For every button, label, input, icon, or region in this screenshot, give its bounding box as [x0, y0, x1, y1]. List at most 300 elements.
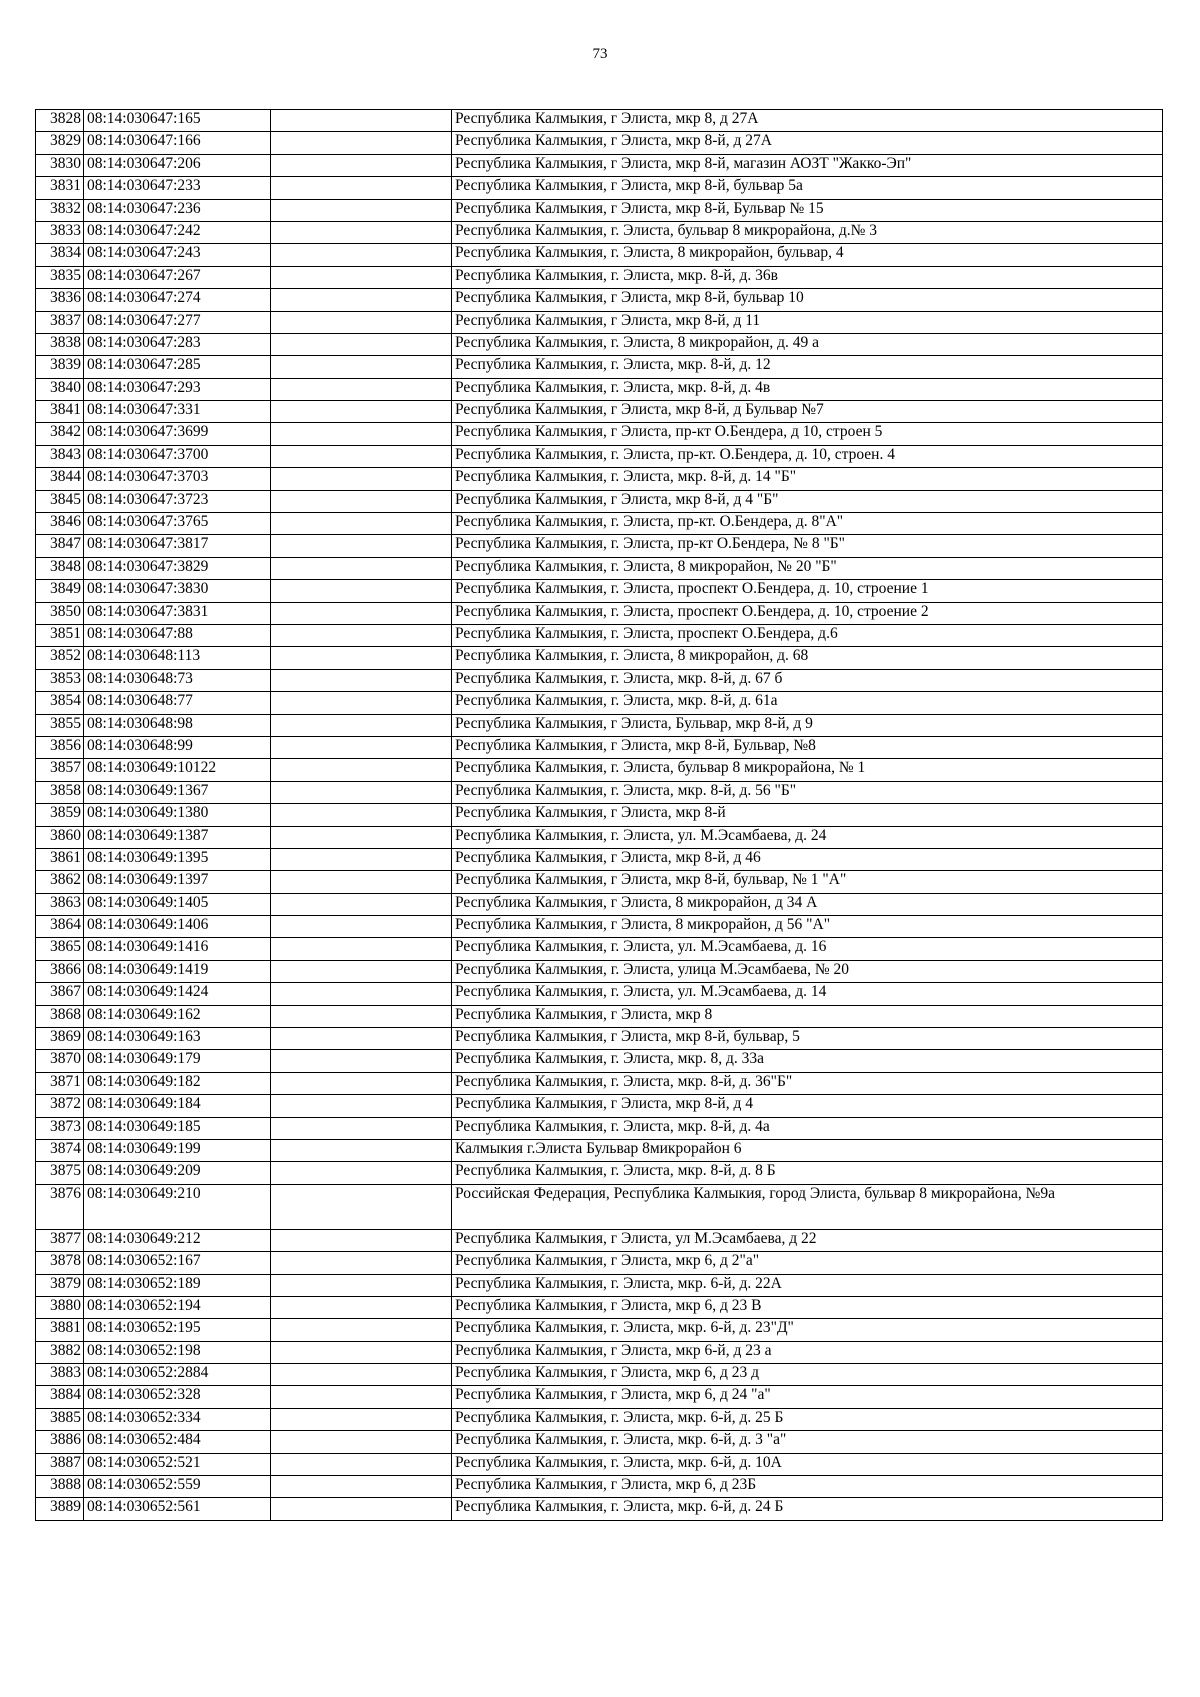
row-number-cell: 3853 — [36, 669, 84, 691]
address-cell: Республика Калмыкия, г. Элиста, мкр. 8-й, д. 67 б — [452, 669, 1163, 691]
address-cell: Республика Калмыкия, г. Элиста, бульвар 8 микрорайона, № 1 — [452, 759, 1163, 781]
cadastral-number-cell: 08:14:030649:1367 — [84, 781, 271, 803]
address-cell: Республика Калмыкия, г. Элиста, мкр. 6-й, д. 25 Б — [452, 1408, 1163, 1430]
empty-cell — [271, 177, 452, 199]
row-number-cell: 3848 — [36, 557, 84, 579]
table-row — [36, 1072, 1163, 1094]
address-cell: Республика Калмыкия, г Элиста, мкр 8 — [452, 1005, 1163, 1027]
row-number-cell: 3883 — [36, 1364, 84, 1386]
address-cell: Республика Калмыкия, г Элиста, мкр 8-й, бульвар 5а — [452, 177, 1163, 199]
row-number-cell: 3866 — [36, 960, 84, 982]
cadastral-number-cell: 08:14:030652:195 — [84, 1319, 271, 1341]
row-number-cell: 3864 — [36, 916, 84, 938]
empty-cell — [271, 289, 452, 311]
cadastral-number-cell: 08:14:030652:561 — [84, 1498, 271, 1520]
address-cell: Республика Калмыкия, г. Элиста, мкр. 8-й, д. 8 Б — [452, 1162, 1163, 1184]
table-row — [36, 1184, 1163, 1229]
empty-cell — [271, 333, 452, 355]
address-cell: Республика Калмыкия, г Элиста, пр-кт О.Бендера, д 10, строен 5 — [452, 423, 1163, 445]
cadastral-number-cell: 08:14:030649:199 — [84, 1139, 271, 1161]
empty-cell — [271, 1498, 452, 1520]
address-cell: Республика Калмыкия, г Элиста, мкр 8-й, Бульвар, №8 — [452, 736, 1163, 758]
row-number-cell: 3852 — [36, 647, 84, 669]
address-cell: Республика Калмыкия, г. Элиста, ул. М.Эсамбаева, д. 14 — [452, 983, 1163, 1005]
cadastral-number-cell: 08:14:030647:274 — [84, 289, 271, 311]
cadastral-number-cell: 08:14:030647:3700 — [84, 445, 271, 467]
cadastral-number-cell: 08:14:030647:3830 — [84, 580, 271, 602]
cadastral-number-cell: 08:14:030652:334 — [84, 1408, 271, 1430]
table-row — [36, 804, 1163, 826]
address-cell: Республика Калмыкия, г Элиста, 8 микрорайон, д 56 "А" — [452, 916, 1163, 938]
address-cell: Республика Калмыкия, г. Элиста, мкр. 8-й, д. 36"Б" — [452, 1072, 1163, 1094]
row-number-cell: 3831 — [36, 177, 84, 199]
cadastral-number-cell: 08:14:030649:182 — [84, 1072, 271, 1094]
table-row — [36, 736, 1163, 758]
table-row — [36, 221, 1163, 243]
table-row — [36, 624, 1163, 646]
cadastral-number-cell: 08:14:030647:166 — [84, 132, 271, 154]
table-row — [36, 960, 1163, 982]
table-row — [36, 669, 1163, 691]
empty-cell — [271, 490, 452, 512]
address-cell: Республика Калмыкия, г. Элиста, мкр. 8, д. 33а — [452, 1050, 1163, 1072]
address-cell: Республика Калмыкия, г. Элиста, пр-кт. О.Бендера, д. 8"А" — [452, 513, 1163, 535]
cadastral-number-cell: 08:14:030649:184 — [84, 1095, 271, 1117]
table-row — [36, 826, 1163, 848]
row-number-cell: 3854 — [36, 692, 84, 714]
empty-cell — [271, 624, 452, 646]
cadastral-number-cell: 08:14:030647:277 — [84, 311, 271, 333]
empty-cell — [271, 1431, 452, 1453]
row-number-cell: 3884 — [36, 1386, 84, 1408]
empty-cell — [271, 1095, 452, 1117]
empty-cell — [271, 356, 452, 378]
empty-cell — [271, 1005, 452, 1027]
empty-cell — [271, 602, 452, 624]
empty-cell — [271, 1319, 452, 1341]
cadastral-number-cell: 08:14:030649:1395 — [84, 848, 271, 870]
table-row — [36, 1274, 1163, 1296]
address-cell: Республика Калмыкия, г. Элиста, ул. М.Эсамбаева, д. 24 — [452, 826, 1163, 848]
empty-cell — [271, 804, 452, 826]
address-cell: Республика Калмыкия, г. Элиста, 8 микрорайон, бульвар, 4 — [452, 244, 1163, 266]
empty-cell — [271, 893, 452, 915]
address-cell: Республика Калмыкия, г Элиста, мкр 6-й, д 23 а — [452, 1341, 1163, 1363]
row-number-cell: 3880 — [36, 1296, 84, 1318]
address-cell: Республика Калмыкия, г. Элиста, бульвар 8 микрорайона, д.№ 3 — [452, 221, 1163, 243]
address-cell: Республика Калмыкия, г Элиста, мкр 8-й, д 11 — [452, 311, 1163, 333]
empty-cell — [271, 1072, 452, 1094]
empty-cell — [271, 848, 452, 870]
cadastral-number-cell: 08:14:030648:73 — [84, 669, 271, 691]
row-number-cell: 3869 — [36, 1028, 84, 1050]
address-cell: Калмыкия г.Элиста Бульвар 8микрорайон 6 — [452, 1139, 1163, 1161]
cadastral-number-cell: 08:14:030647:88 — [84, 624, 271, 646]
cadastral-number-cell: 08:14:030652:521 — [84, 1453, 271, 1475]
cadastral-number-cell: 08:14:030647:285 — [84, 356, 271, 378]
empty-cell — [271, 266, 452, 288]
address-cell: Российская Федерация, Республика Калмыкия, город Элиста, бульвар 8 микрорайона, №9а — [452, 1184, 1163, 1229]
row-number-cell: 3829 — [36, 132, 84, 154]
row-number-cell: 3867 — [36, 983, 84, 1005]
row-number-cell: 3885 — [36, 1408, 84, 1430]
address-cell: Республика Калмыкия, г Элиста, мкр 6, д 23Б — [452, 1476, 1163, 1498]
address-cell: Республика Калмыкия, г. Элиста, проспект О.Бендера, д. 10, строение 1 — [452, 580, 1163, 602]
empty-cell — [271, 1184, 452, 1229]
cadastral-number-cell: 08:14:030647:331 — [84, 401, 271, 423]
empty-cell — [271, 378, 452, 400]
address-cell: Республика Калмыкия, г Элиста, мкр 8-й, д 4 — [452, 1095, 1163, 1117]
empty-cell — [271, 244, 452, 266]
empty-cell — [271, 1296, 452, 1318]
row-number-cell: 3839 — [36, 356, 84, 378]
table-body — [36, 110, 1163, 1521]
row-number-cell: 3850 — [36, 602, 84, 624]
table-row — [36, 423, 1163, 445]
address-cell: Республика Калмыкия, г. Элиста, мкр. 6-й, д. 24 Б — [452, 1498, 1163, 1520]
cadastral-number-cell: 08:14:030647:293 — [84, 378, 271, 400]
table-row — [36, 1341, 1163, 1363]
cadastral-number-cell: 08:14:030652:328 — [84, 1386, 271, 1408]
address-cell: Республика Калмыкия, г Элиста, мкр 6, д 2"а" — [452, 1252, 1163, 1274]
empty-cell — [271, 311, 452, 333]
table-row — [36, 490, 1163, 512]
cadastral-number-cell: 08:14:030648:98 — [84, 714, 271, 736]
page-number: 73 — [592, 46, 608, 62]
empty-cell — [271, 1117, 452, 1139]
cadastral-number-cell: 08:14:030647:3703 — [84, 468, 271, 490]
empty-cell — [271, 960, 452, 982]
table-row — [36, 983, 1163, 1005]
table-row — [36, 848, 1163, 870]
empty-cell — [271, 1050, 452, 1072]
cadastral-number-cell: 08:14:030647:3699 — [84, 423, 271, 445]
table-row — [36, 1252, 1163, 1274]
address-cell: Республика Калмыкия, г Элиста, мкр 8-й, магазин АОЗТ "Жакко-Эп" — [452, 154, 1163, 176]
address-cell: Республика Калмыкия, г Элиста, Бульвар, мкр 8-й, д 9 — [452, 714, 1163, 736]
row-number-cell: 3868 — [36, 1005, 84, 1027]
cadastral-number-cell: 08:14:030649:1397 — [84, 871, 271, 893]
address-cell: Республика Калмыкия, г. Элиста, мкр. 8-й, д. 56 "Б" — [452, 781, 1163, 803]
cadastral-number-cell: 08:14:030652:198 — [84, 1341, 271, 1363]
empty-cell — [271, 1274, 452, 1296]
empty-cell — [271, 938, 452, 960]
address-cell: Республика Калмыкия, г Элиста, мкр 6, д 23 В — [452, 1296, 1163, 1318]
table-row — [36, 356, 1163, 378]
table-row — [36, 580, 1163, 602]
cadastral-number-cell: 08:14:030648:99 — [84, 736, 271, 758]
address-cell: Республика Калмыкия, г. Элиста, мкр. 8-й, д. 4в — [452, 378, 1163, 400]
address-cell: Республика Калмыкия, г Элиста, 8 микрорайон, д 34 А — [452, 893, 1163, 915]
address-cell: Республика Калмыкия, г. Элиста, мкр. 8-й, д. 4а — [452, 1117, 1163, 1139]
address-cell: Республика Калмыкия, г. Элиста, 8 микрорайон, д. 68 — [452, 647, 1163, 669]
table-row — [36, 1408, 1163, 1430]
empty-cell — [271, 110, 452, 132]
address-cell: Республика Калмыкия, г Элиста, мкр 8-й, бульвар, 5 — [452, 1028, 1163, 1050]
table-row — [36, 602, 1163, 624]
table-row — [36, 1386, 1163, 1408]
table-row — [36, 938, 1163, 960]
empty-cell — [271, 1252, 452, 1274]
table-row — [36, 1005, 1163, 1027]
row-number-cell: 3830 — [36, 154, 84, 176]
empty-cell — [271, 1476, 452, 1498]
cadastral-number-cell: 08:14:030649:10122 — [84, 759, 271, 781]
table-row — [36, 378, 1163, 400]
address-cell: Республика Калмыкия, г. Элиста, ул. М.Эсамбаева, д. 16 — [452, 938, 1163, 960]
row-number-cell: 3863 — [36, 893, 84, 915]
table-row — [36, 916, 1163, 938]
row-number-cell: 3886 — [36, 1431, 84, 1453]
empty-cell — [271, 714, 452, 736]
row-number-cell: 3857 — [36, 759, 84, 781]
empty-cell — [271, 1028, 452, 1050]
row-number-cell: 3855 — [36, 714, 84, 736]
row-number-cell: 3858 — [36, 781, 84, 803]
address-cell: Республика Калмыкия, г Элиста, мкр 8-й, д Бульвар №7 — [452, 401, 1163, 423]
cadastral-number-cell: 08:14:030648:77 — [84, 692, 271, 714]
empty-cell — [271, 401, 452, 423]
table-row — [36, 1431, 1163, 1453]
row-number-cell: 3844 — [36, 468, 84, 490]
table-row — [36, 1498, 1163, 1520]
empty-cell — [271, 983, 452, 1005]
row-number-cell: 3837 — [36, 311, 84, 333]
address-cell: Республика Калмыкия, г. Элиста, проспект О.Бендера, д.6 — [452, 624, 1163, 646]
row-number-cell: 3861 — [36, 848, 84, 870]
row-number-cell: 3836 — [36, 289, 84, 311]
cadastral-number-cell: 08:14:030647:206 — [84, 154, 271, 176]
empty-cell — [271, 513, 452, 535]
row-number-cell: 3846 — [36, 513, 84, 535]
table-row — [36, 535, 1163, 557]
cadastral-number-cell: 08:14:030649:185 — [84, 1117, 271, 1139]
cadastral-number-cell: 08:14:030649:1406 — [84, 916, 271, 938]
row-number-cell: 3835 — [36, 266, 84, 288]
row-number-cell: 3875 — [36, 1162, 84, 1184]
address-cell: Республика Калмыкия, г. Элиста, 8 микрорайон, № 20 "Б" — [452, 557, 1163, 579]
row-number-cell: 3842 — [36, 423, 84, 445]
row-number-cell: 3847 — [36, 535, 84, 557]
cadastral-number-cell: 08:14:030647:3723 — [84, 490, 271, 512]
row-number-cell: 3888 — [36, 1476, 84, 1498]
address-cell: Республика Калмыкия, г Элиста, мкр 8-й — [452, 804, 1163, 826]
empty-cell — [271, 736, 452, 758]
row-number-cell: 3889 — [36, 1498, 84, 1520]
row-number-cell: 3874 — [36, 1139, 84, 1161]
empty-cell — [271, 468, 452, 490]
cadastral-number-cell: 08:14:030649:1405 — [84, 893, 271, 915]
table-row — [36, 759, 1163, 781]
table-row — [36, 557, 1163, 579]
empty-cell — [271, 535, 452, 557]
table-row — [36, 513, 1163, 535]
table-row — [36, 311, 1163, 333]
empty-cell — [271, 557, 452, 579]
empty-cell — [271, 871, 452, 893]
empty-cell — [271, 1408, 452, 1430]
address-cell: Республика Калмыкия, г Элиста, мкр 8-й, бульвар 10 — [452, 289, 1163, 311]
row-number-cell: 3833 — [36, 221, 84, 243]
address-cell: Республика Калмыкия, г. Элиста, мкр. 6-й, д. 23"Д" — [452, 1319, 1163, 1341]
table-row — [36, 1139, 1163, 1161]
table-row — [36, 1095, 1163, 1117]
row-number-cell: 3870 — [36, 1050, 84, 1072]
row-number-cell: 3851 — [36, 624, 84, 646]
row-number-cell: 3860 — [36, 826, 84, 848]
address-cell: Республика Калмыкия, г Элиста, мкр 8-й, д 27А — [452, 132, 1163, 154]
address-cell: Республика Калмыкия, г Элиста, мкр 6, д 24 "а" — [452, 1386, 1163, 1408]
row-number-cell: 3841 — [36, 401, 84, 423]
row-number-cell: 3838 — [36, 333, 84, 355]
cadastral-number-cell: 08:14:030647:233 — [84, 177, 271, 199]
empty-cell — [271, 826, 452, 848]
table-row — [36, 333, 1163, 355]
address-cell: Республика Калмыкия, г. Элиста, пр-кт. О.Бендера, д. 10, строен. 4 — [452, 445, 1163, 467]
empty-cell — [271, 1453, 452, 1475]
table-row — [36, 244, 1163, 266]
cadastral-number-cell: 08:14:030647:236 — [84, 199, 271, 221]
row-number-cell: 3872 — [36, 1095, 84, 1117]
cadastral-number-cell: 08:14:030649:1380 — [84, 804, 271, 826]
table-row — [36, 1453, 1163, 1475]
empty-cell — [271, 781, 452, 803]
table-row — [36, 266, 1163, 288]
empty-cell — [271, 423, 452, 445]
empty-cell — [271, 916, 452, 938]
cadastral-number-cell: 08:14:030649:162 — [84, 1005, 271, 1027]
cadastral-number-cell: 08:14:030649:1416 — [84, 938, 271, 960]
table-row — [36, 1476, 1163, 1498]
empty-cell — [271, 1139, 452, 1161]
cadastral-number-cell: 08:14:030652:194 — [84, 1296, 271, 1318]
empty-cell — [271, 199, 452, 221]
row-number-cell: 3859 — [36, 804, 84, 826]
cadastral-number-cell: 08:14:030652:484 — [84, 1431, 271, 1453]
address-cell: Республика Калмыкия, г. Элиста, мкр. 8-й, д. 36в — [452, 266, 1163, 288]
row-number-cell: 3849 — [36, 580, 84, 602]
address-cell: Республика Калмыкия, г. Элиста, пр-кт О.Бендера, № 8 "Б" — [452, 535, 1163, 557]
address-cell: Республика Калмыкия, г Элиста, мкр 6, д 23 д — [452, 1364, 1163, 1386]
table-row — [36, 1364, 1163, 1386]
row-number-cell: 3878 — [36, 1252, 84, 1274]
row-number-cell: 3865 — [36, 938, 84, 960]
address-cell: Республика Калмыкия, г. Элиста, 8 микрорайон, д. 49 а — [452, 333, 1163, 355]
address-cell: Республика Калмыкия, г. Элиста, мкр. 8-й, д. 61а — [452, 692, 1163, 714]
cadastral-number-cell: 08:14:030649:210 — [84, 1184, 271, 1229]
cadastral-number-cell: 08:14:030647:3817 — [84, 535, 271, 557]
table-row — [36, 714, 1163, 736]
empty-cell — [271, 759, 452, 781]
cadastral-number-cell: 08:14:030652:167 — [84, 1252, 271, 1274]
table-row — [36, 445, 1163, 467]
empty-cell — [271, 154, 452, 176]
cadastral-number-cell: 08:14:030647:242 — [84, 221, 271, 243]
cadastral-number-cell: 08:14:030649:163 — [84, 1028, 271, 1050]
cadastral-number-cell: 08:14:030648:113 — [84, 647, 271, 669]
address-cell: Республика Калмыкия, г. Элиста, мкр. 8-й, д. 14 "Б" — [452, 468, 1163, 490]
cadastral-number-cell: 08:14:030652:189 — [84, 1274, 271, 1296]
table-row — [36, 692, 1163, 714]
table-row — [36, 468, 1163, 490]
address-cell: Республика Калмыкия, г. Элиста, мкр. 8-й, д. 12 — [452, 356, 1163, 378]
table-row — [36, 781, 1163, 803]
row-number-cell: 3832 — [36, 199, 84, 221]
table-row — [36, 647, 1163, 669]
cadastral-number-cell: 08:14:030649:1424 — [84, 983, 271, 1005]
cadastral-number-cell: 08:14:030649:212 — [84, 1229, 271, 1251]
cadastral-number-cell: 08:14:030647:3829 — [84, 557, 271, 579]
row-number-cell: 3845 — [36, 490, 84, 512]
address-cell: Республика Калмыкия, г Элиста, мкр 8-й, д 46 — [452, 848, 1163, 870]
table-row — [36, 1028, 1163, 1050]
cadastral-number-cell: 08:14:030647:3765 — [84, 513, 271, 535]
empty-cell — [271, 669, 452, 691]
row-number-cell: 3877 — [36, 1229, 84, 1251]
address-cell: Республика Калмыкия, г Элиста, мкр 8, д 27А — [452, 110, 1163, 132]
table-row — [36, 177, 1163, 199]
address-cell: Республика Калмыкия, г Элиста, мкр 8-й, Бульвар № 15 — [452, 199, 1163, 221]
empty-cell — [271, 580, 452, 602]
row-number-cell: 3871 — [36, 1072, 84, 1094]
address-cell: Республика Калмыкия, г. Элиста, мкр. 6-й, д. 3 "а" — [452, 1431, 1163, 1453]
cadastral-number-cell: 08:14:030649:209 — [84, 1162, 271, 1184]
empty-cell — [271, 1229, 452, 1251]
table-row — [36, 289, 1163, 311]
cadastral-table — [35, 109, 1163, 1521]
table-row — [36, 401, 1163, 423]
table-row — [36, 1296, 1163, 1318]
cadastral-number-cell: 08:14:030647:267 — [84, 266, 271, 288]
address-cell: Республика Калмыкия, г. Элиста, проспект О.Бендера, д. 10, строение 2 — [452, 602, 1163, 624]
address-cell: Республика Калмыкия, г. Элиста, мкр. 6-й, д. 22А — [452, 1274, 1163, 1296]
row-number-cell: 3843 — [36, 445, 84, 467]
row-number-cell: 3887 — [36, 1453, 84, 1475]
row-number-cell: 3856 — [36, 736, 84, 758]
table-row — [36, 110, 1163, 132]
row-number-cell: 3881 — [36, 1319, 84, 1341]
table-row — [36, 871, 1163, 893]
table-row — [36, 132, 1163, 154]
table-row — [36, 154, 1163, 176]
empty-cell — [271, 445, 452, 467]
row-number-cell: 3828 — [36, 110, 84, 132]
empty-cell — [271, 692, 452, 714]
cadastral-number-cell: 08:14:030649:1387 — [84, 826, 271, 848]
empty-cell — [271, 1386, 452, 1408]
cadastral-number-cell: 08:14:030652:559 — [84, 1476, 271, 1498]
table-row — [36, 1229, 1163, 1251]
table-row — [36, 1319, 1163, 1341]
row-number-cell: 3873 — [36, 1117, 84, 1139]
table-row — [36, 1162, 1163, 1184]
row-number-cell: 3879 — [36, 1274, 84, 1296]
empty-cell — [271, 1162, 452, 1184]
table-row — [36, 893, 1163, 915]
address-cell: Республика Калмыкия, г Элиста, ул М.Эсамбаева, д 22 — [452, 1229, 1163, 1251]
row-number-cell: 3862 — [36, 871, 84, 893]
table-row — [36, 199, 1163, 221]
address-cell: Республика Калмыкия, г Элиста, мкр 8-й, д 4 "Б" — [452, 490, 1163, 512]
row-number-cell: 3834 — [36, 244, 84, 266]
cadastral-number-cell: 08:14:030647:3831 — [84, 602, 271, 624]
row-number-cell: 3882 — [36, 1341, 84, 1363]
table-row — [36, 1050, 1163, 1072]
cadastral-number-cell: 08:14:030647:165 — [84, 110, 271, 132]
row-number-cell: 3876 — [36, 1184, 84, 1229]
cadastral-number-cell: 08:14:030649:1419 — [84, 960, 271, 982]
row-number-cell: 3840 — [36, 378, 84, 400]
